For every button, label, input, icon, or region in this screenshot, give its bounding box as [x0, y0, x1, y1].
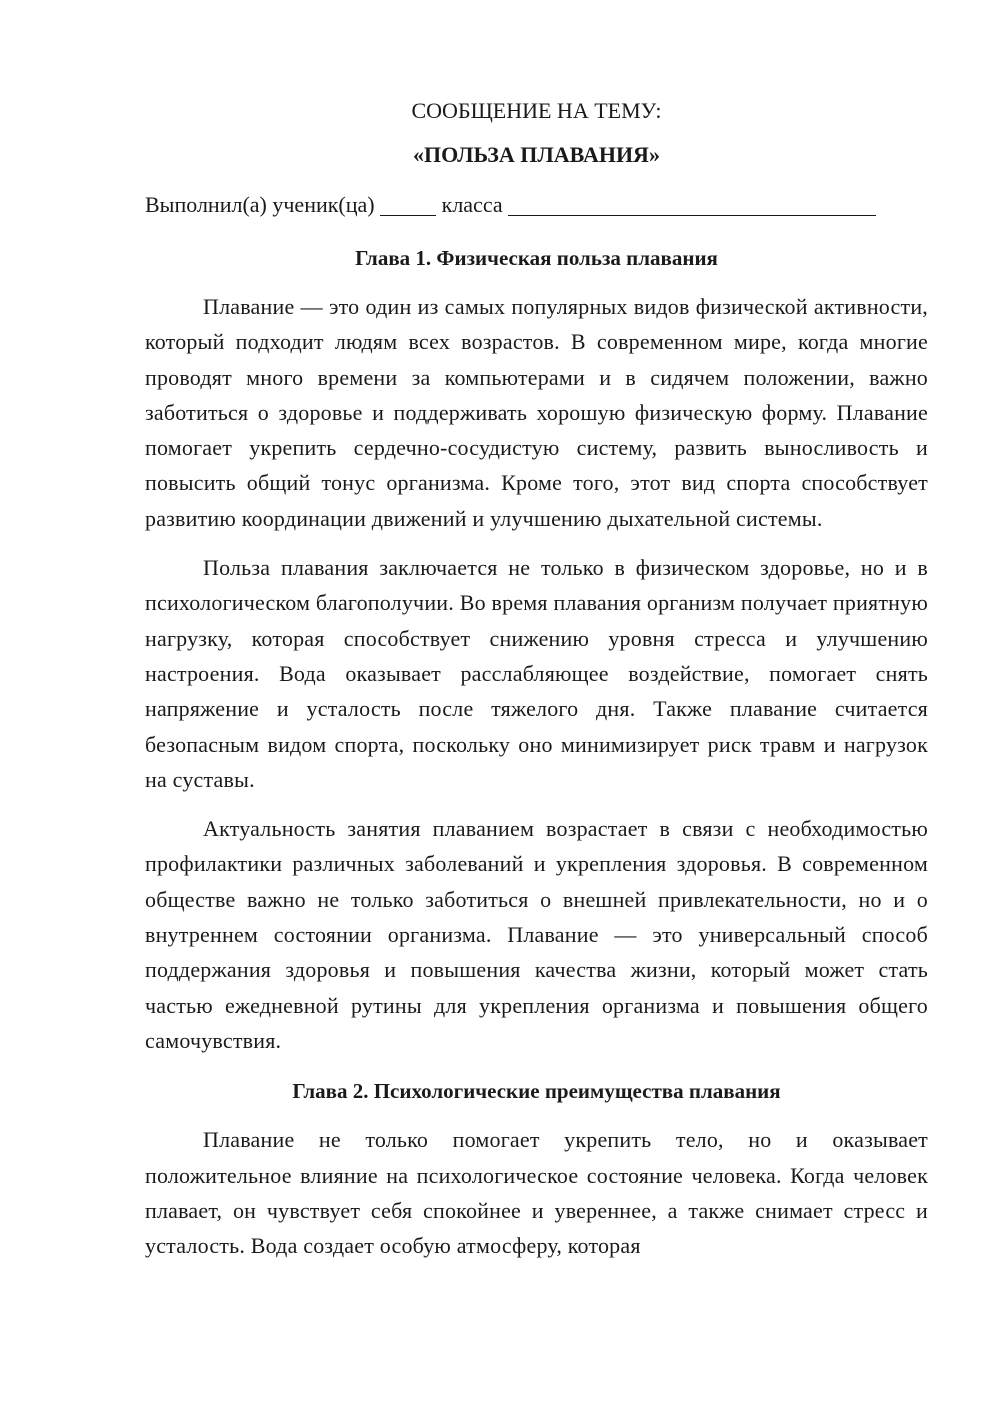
author-class-label: класса	[441, 192, 503, 217]
document-heading-title: «ПОЛЬЗА ПЛАВАНИЯ»	[413, 142, 660, 167]
document-heading-topic: СООБЩЕНИЕ НА ТЕМУ:	[411, 98, 662, 123]
chapter-2-title: Глава 2. Психологические преимущества плавания	[292, 1079, 781, 1104]
chapter-1-paragraph-2: Польза плавания заключается не только в физическом здоровье, но и в психологическом благополучии. Во время плавания организм получает приятную нагрузку, которая способствует снижению уровня стресса и улучшению настроения. Вода оказывает расслабляющее воздействие, помогает снять напряжение и усталость после тяжелого дня. Также плавание считается безопасным видом спорта, поскольку оно минимизирует риск травм и нагрузок на суставы.	[145, 555, 928, 792]
chapter-1-paragraph-3: Актуальность занятия плаванием возрастает в связи с необходимостью профилактики различных заболеваний и укрепления здоровья. В современном обществе важно не только заботиться о внешней привлекательности, но и о внутреннем состоянии организма. Плавание — это универсальный способ поддержания здоровья и повышения качества жизни, который может стать частью ежедневной рутины для укрепления организма и повышения общего самочувствия.	[145, 816, 928, 1053]
chapter-1-paragraph-1: Плавание — это один из самых популярных видов физической активности, который подходит людям всех возрастов. В современном мире, когда многие проводят много времени за компьютерами и в сидячем положении, важно заботиться о здоровье и поддерживать хорошую физическую форму. Плавание помогает укрепить сердечно-сосудистую систему, развить выносливость и повысить общий тонус организма. Кроме того, этот вид спорта способствует развитию координации движений и улучшению дыхательной системы.	[145, 294, 928, 531]
chapter-1-title: Глава 1. Физическая польза плавания	[355, 246, 718, 270]
class-number-blank	[380, 193, 436, 216]
author-line	[145, 190, 928, 220]
author-prefix: Выполнил(а) ученик(ца)	[145, 192, 375, 217]
student-name-blank	[508, 193, 876, 216]
chapter-2-paragraph-1: Плавание не только помогает укрепить тело, но и оказывает положительное влияние на психологическое состояние человека. Когда человек плавает, он чувствует себя спокойнее и увереннее, а также снимает стресс и усталость. Вода создает особую атмосферу, которая	[145, 1127, 928, 1259]
